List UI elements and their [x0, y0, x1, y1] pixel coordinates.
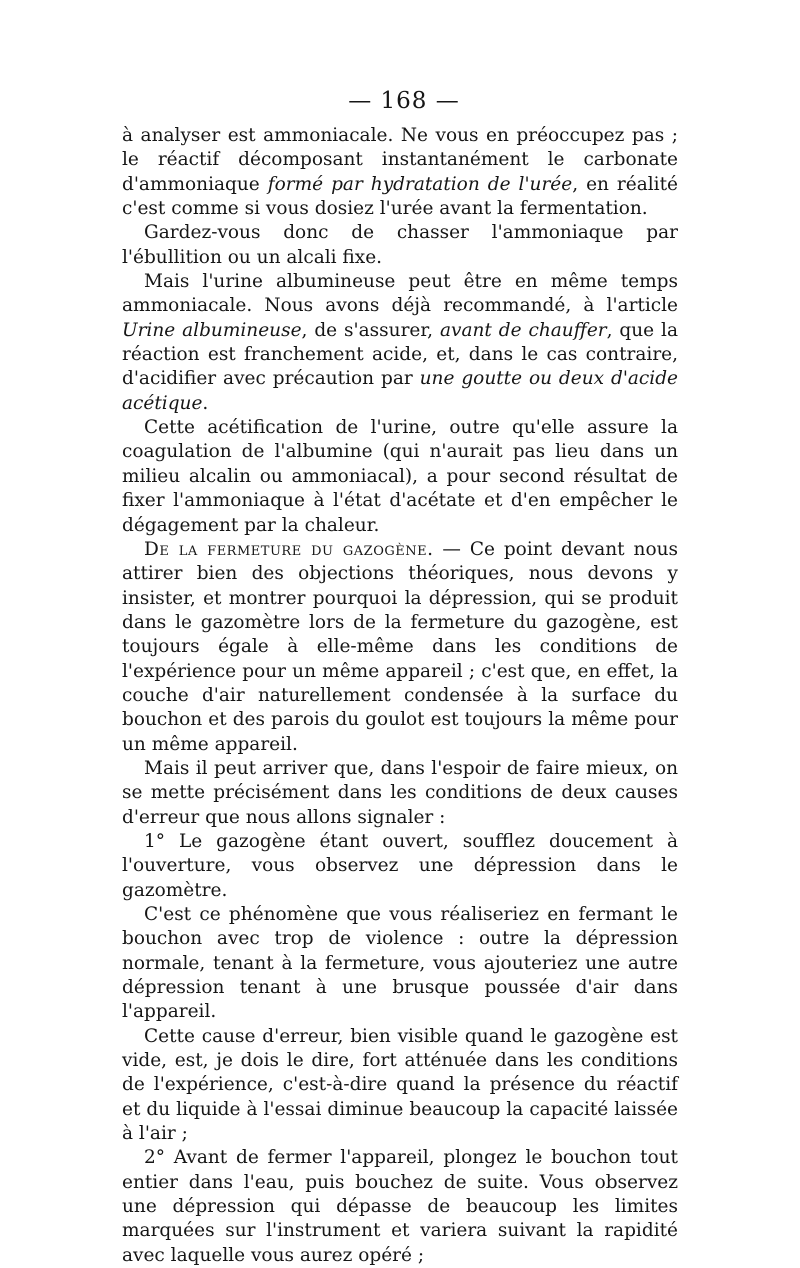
paragraph [122, 416, 678, 538]
paragraph-text: . [202, 392, 209, 414]
paragraph [122, 221, 678, 270]
paragraph-text: Cette acétification de l'urine, outre qu'elle assure la coagulation de l'albumine (qui n'aurait pas lieu dans un milieu alcalin ou ammoniacal), a pour second résultat de fixer l'ammoniaque à l'état d'acétate et d'en empêcher le dégagement par la chaleur. [122, 417, 678, 536]
paragraph-text: Mais l'urine albumineuse peut être en même temps ammoniacale. Nous avons déjà recommandé, à l'article [122, 271, 678, 317]
paragraph-text: , en réalité c'est comme si vous dosiez l'urée avant la fermentation. [122, 173, 678, 220]
italic-phrase: Urine albumineuse [122, 319, 302, 341]
paragraph [122, 830, 678, 903]
paragraph [122, 757, 678, 830]
paragraph [122, 124, 678, 221]
paragraph-text: , que la réaction est franchement acide, et, dans le cas contraire, d'acidifier avec précaution par [122, 319, 678, 390]
paragraph [122, 1146, 678, 1268]
paragraph-text: Cette cause d'erreur, bien visible quand le gazogène est vide, est, je dois le dire, fort atténuée dans les conditions de l'expérience, c'est-à-dire quand la présence du réactif et du liquide à l'essai diminue beaucoup la capacité laissée à l'air ; [122, 1025, 678, 1145]
paragraph-text: C'est ce phénomène que vous réaliseriez en fermant le bouchon avec trop de violence : outre la dépression normale, tenant à la fermeture, vous ajouteriez une autre dépression tenant à une brusque poussée d'air dans l'appareil. [122, 904, 678, 1023]
paragraph-text: 1° Le gazogène étant ouvert, soufflez doucement à l'ouverture, vous observez une dépression dans le gazomètre. [122, 830, 678, 901]
paragraph-text: , de s'assurer, [301, 319, 440, 341]
book-page [122, 86, 678, 1268]
paragraph-text: Mais il peut arriver que, dans l'espoir de faire mieux, on se mette précisément dans les conditions de deux causes d'erreur que nous allons signaler : [122, 757, 678, 828]
paragraph-text: Gardez-vous donc de chasser l'ammoniaque par l'ébullition ou un alcali fixe. [122, 222, 678, 268]
page-number: — 168 — [348, 88, 460, 114]
paragraph-text: à analyser est ammoniacale. Ne vous en préoccupez pas ; le réactif décomposant instantanément le carbonate d'ammoniaque [122, 125, 678, 195]
paragraph [122, 1025, 678, 1147]
italic-phrase: formé par hydratation de l'urée [267, 173, 573, 195]
paragraph-text: — Ce point devant nous attirer bien des objections théoriques, nous devons y insister, et montrer pourquoi la dépression, qui se produit dans le gazomètre lors de la fermeture du gazogène, est toujours égale à elle-même dans les conditions de l'expérience pour un même appareil ; c'est que, en effet, la couche d'air naturellement condensée à la surface du bouchon et des parois du goulot est toujours la même pour un même appareil. [122, 538, 678, 755]
italic-phrase: avant de chauffer [439, 319, 607, 341]
paragraph [122, 270, 678, 416]
paragraph-text: 2° Avant de fermer l'appareil, plongez le bouchon tout entier dans l'eau, puis bouchez de suite. Vous observez une dépression qui dépasse de beaucoup les limites marquées sur l'instrument et variera suivant la rapidité avec laquelle vous aurez opéré ; [122, 1147, 678, 1266]
paragraph [122, 538, 678, 757]
paragraph [122, 903, 678, 1025]
italic-phrase: une goutte ou deux d'acide acétique [122, 368, 679, 414]
section-heading: De la fermeture du gazogène. [144, 538, 434, 560]
